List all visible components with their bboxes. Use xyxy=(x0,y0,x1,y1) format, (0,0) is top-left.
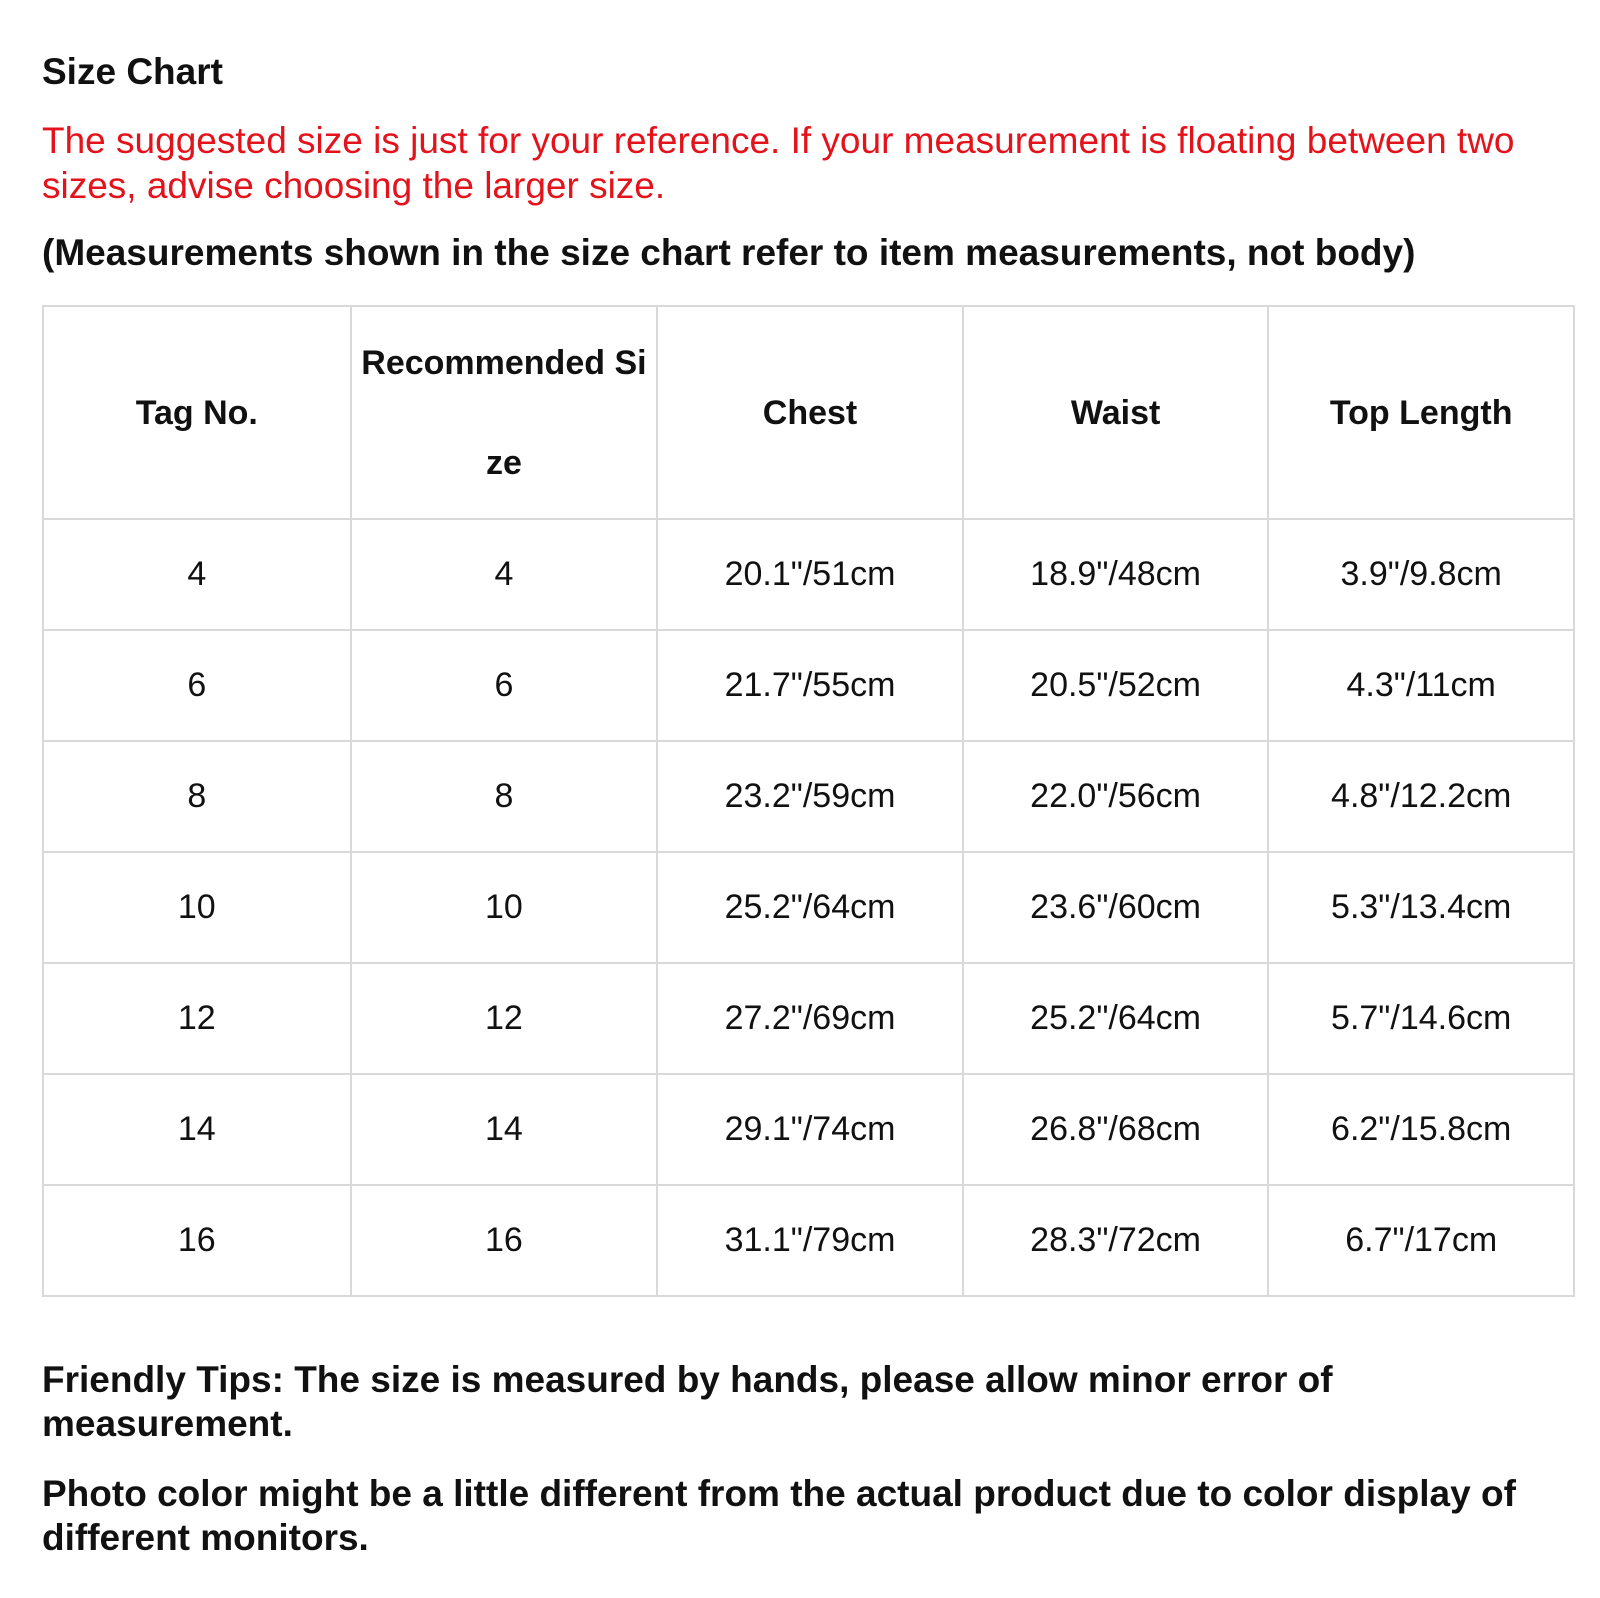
page-title: Size Chart xyxy=(42,51,223,92)
cell-chest: 21.7"/55cm xyxy=(657,630,963,741)
cell-recommended-size: 4 xyxy=(351,519,658,630)
cell-tag-no: 14 xyxy=(43,1074,351,1185)
cell-waist: 25.2"/64cm xyxy=(963,963,1269,1074)
cell-recommended-size: 14 xyxy=(351,1074,658,1185)
size-notice: The suggested size is just for your reference. If your measurement is floating between two sizes, advise choosing the larger size. xyxy=(42,120,1515,206)
header-recommended-size xyxy=(351,306,658,519)
table-row xyxy=(43,1074,1574,1185)
cell-tag-no: 4 xyxy=(43,519,351,630)
cell-tag-no: 12 xyxy=(43,963,351,1074)
cell-waist: 28.3"/72cm xyxy=(963,1185,1269,1296)
cell-waist: 22.0"/56cm xyxy=(963,741,1269,852)
cell-waist: 18.9"/48cm xyxy=(963,519,1269,630)
header-waist: Waist xyxy=(963,306,1269,519)
cell-tag-no: 16 xyxy=(43,1185,351,1296)
cell-chest: 20.1"/51cm xyxy=(657,519,963,630)
cell-tag-no: 6 xyxy=(43,630,351,741)
header-chest: Chest xyxy=(657,306,963,519)
cell-top-length: 5.7"/14.6cm xyxy=(1268,963,1574,1074)
header-recommended-size-label: Recommended Size xyxy=(361,343,647,482)
cell-top-length: 6.7"/17cm xyxy=(1268,1185,1574,1296)
size-table xyxy=(42,305,1575,1297)
cell-recommended-size: 8 xyxy=(351,741,658,852)
table-row xyxy=(43,519,1574,630)
table-row xyxy=(43,852,1574,963)
measurement-note: (Measurements shown in the size chart refer to item measurements, not body) xyxy=(42,232,1416,273)
cell-top-length: 4.8"/12.2cm xyxy=(1268,741,1574,852)
cell-recommended-size: 10 xyxy=(351,852,658,963)
photo-color-note: Photo color might be a little different from the actual product due to color display of different monitors. xyxy=(42,1473,1516,1558)
table-row xyxy=(43,630,1574,741)
cell-chest: 25.2"/64cm xyxy=(657,852,963,963)
cell-chest: 31.1"/79cm xyxy=(657,1185,963,1296)
table-header-row xyxy=(43,306,1574,519)
cell-top-length: 3.9"/9.8cm xyxy=(1268,519,1574,630)
table-row xyxy=(43,741,1574,852)
cell-chest: 27.2"/69cm xyxy=(657,963,963,1074)
cell-recommended-size: 12 xyxy=(351,963,658,1074)
cell-waist: 20.5"/52cm xyxy=(963,630,1269,741)
header-top-length: Top Length xyxy=(1268,306,1574,519)
header-tag-no: Tag No. xyxy=(43,306,351,519)
cell-top-length: 4.3"/11cm xyxy=(1268,630,1574,741)
cell-tag-no: 8 xyxy=(43,741,351,852)
cell-recommended-size: 6 xyxy=(351,630,658,741)
cell-chest: 29.1"/74cm xyxy=(657,1074,963,1185)
cell-waist: 26.8"/68cm xyxy=(963,1074,1269,1185)
table-row xyxy=(43,963,1574,1074)
cell-tag-no: 10 xyxy=(43,852,351,963)
cell-top-length: 6.2"/15.8cm xyxy=(1268,1074,1574,1185)
friendly-tips: Friendly Tips: The size is measured by hands, please allow minor error of measurement. xyxy=(42,1359,1333,1444)
table-row xyxy=(43,1185,1574,1296)
cell-recommended-size: 16 xyxy=(351,1185,658,1296)
cell-waist: 23.6"/60cm xyxy=(963,852,1269,963)
cell-chest: 23.2"/59cm xyxy=(657,741,963,852)
cell-top-length: 5.3"/13.4cm xyxy=(1268,852,1574,963)
